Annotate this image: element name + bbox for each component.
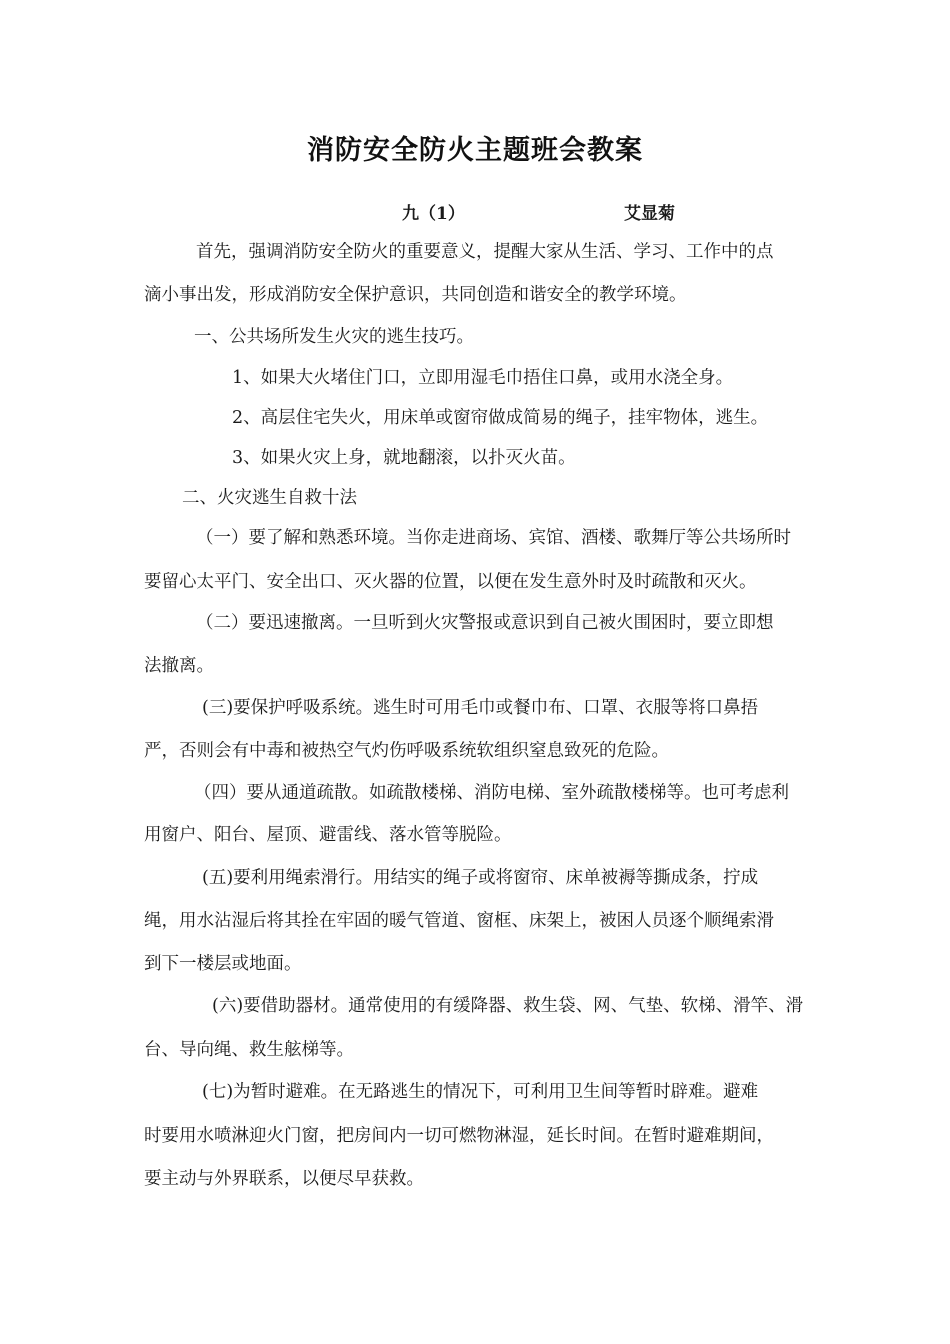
paragraph-line: 法撤离。 xyxy=(144,656,214,676)
paragraph-line: （二）要迅速撤离。一旦听到火灾警报或意识到自己被火围困时，要立即想 xyxy=(196,613,774,633)
paragraph-line: 首先，强调消防安全防火的重要意义，提醒大家从生活、学习、工作中的点 xyxy=(196,242,774,262)
paragraph-line: 台、导向绳、救生舷梯等。 xyxy=(144,1040,354,1060)
section-heading: 一、公共场所发生火灾的逃生技巧。 xyxy=(194,327,474,347)
list-item: 1、如果大火堵住门口，立即用湿毛巾捂住口鼻，或用水浇全身。 xyxy=(232,368,734,388)
paragraph-line: (六)要借助器材。通常使用的有缓降器、救生袋、网、气垫、软梯、滑竿、滑 xyxy=(212,996,804,1016)
section-heading: 二、火灾逃生自救十法 xyxy=(182,488,357,508)
paragraph-line: (三)要保护呼吸系统。逃生时可用毛巾或餐巾布、口罩、衣服等将口鼻捂 xyxy=(202,698,759,718)
paragraph-line: 严，否则会有中毒和被热空气灼伤呼吸系统软组织窒息致死的危险。 xyxy=(144,741,669,761)
paragraph-line: (五)要利用绳索滑行。用结实的绳子或将窗帘、床单被褥等撕成条，拧成 xyxy=(202,868,759,888)
paragraph-line: 绳，用水沾湿后将其拴在牢固的暖气管道、窗框、床架上，被困人员逐个顺绳索滑 xyxy=(144,911,774,931)
paragraph-line: 要留心太平门、安全出口、灭火器的位置，以便在发生意外时及时疏散和灭火。 xyxy=(144,572,757,592)
paragraph-line: 到下一楼层或地面。 xyxy=(144,954,302,974)
list-item: 2、高层住宅失火，用床单或窗帘做成简易的绳子，挂牢物体，逃生。 xyxy=(232,408,769,428)
class-label: 九（1） xyxy=(402,204,465,224)
list-item: 3、如果火灾上身，就地翻滚，以扑灭火苗。 xyxy=(232,448,576,468)
paragraph-line: （一）要了解和熟悉环境。当你走进商场、宾馆、酒楼、歌舞厅等公共场所时 xyxy=(196,528,791,548)
paragraph-line: 滴小事出发，形成消防安全保护意识，共同创造和谐安全的教学环境。 xyxy=(144,285,687,305)
paragraph-line: 要主动与外界联系，以便尽早获救。 xyxy=(144,1169,424,1189)
document-title: 消防安全防火主题班会教案 xyxy=(307,135,643,166)
paragraph-line: (七)为暂时避难。在无路逃生的情况下，可利用卫生间等暂时辟难。避难 xyxy=(202,1082,759,1102)
paragraph-line: 用窗户、阳台、屋顶、避雷线、落水管等脱险。 xyxy=(144,825,512,845)
author-name: 艾显菊 xyxy=(624,204,675,224)
paragraph-line: （四）要从通道疏散。如疏散楼梯、消防电梯、室外疏散楼梯等。也可考虑利 xyxy=(194,783,789,803)
paragraph-line: 时要用水喷淋迎火门窗，把房间内一切可燃物淋湿，延长时间。在暂时避难期间， xyxy=(144,1126,774,1146)
